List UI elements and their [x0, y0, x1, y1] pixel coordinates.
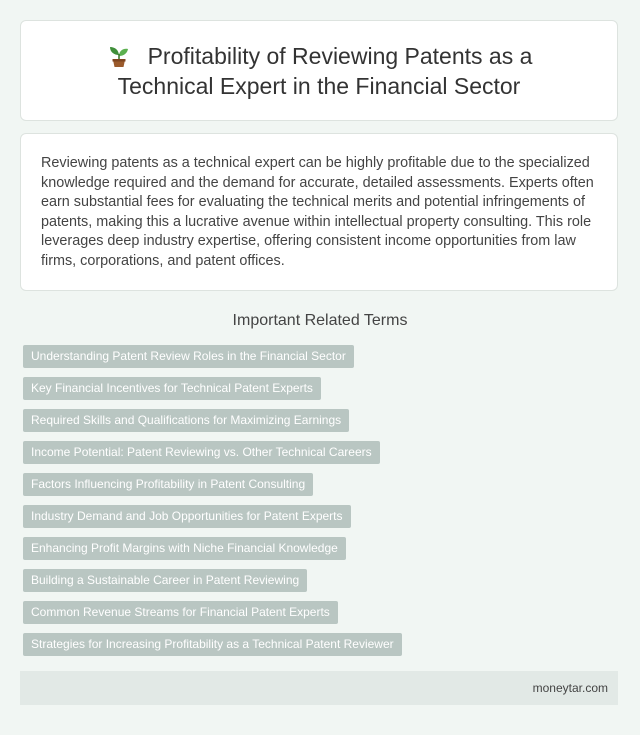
related-term-link[interactable]: Common Revenue Streams for Financial Patent Experts [23, 601, 338, 624]
related-terms-list [23, 345, 402, 656]
related-term-link[interactable]: Strategies for Increasing Profitability as a Technical Patent Reviewer [23, 633, 402, 656]
related-term-link[interactable]: Required Skills and Qualifications for Maximizing Earnings [23, 409, 349, 432]
description-text: Reviewing patents as a technical expert can be highly profitable due to the specialized knowledge required and the demand for accurate, detailed assessments. Experts often earn substantial fees for evaluating the technical merits and potential infringements of patents, making this a lucrative avenue within intellectual property consulting. This role leverages deep industry expertise, offering consistent income opportunities from law firms, corporations, and patent offices. [41, 155, 594, 269]
related-term-link[interactable]: Income Potential: Patent Reviewing vs. Other Technical Careers [23, 441, 380, 464]
footer-site-name: moneytar.com [532, 681, 608, 695]
page-title-text: Profitability of Reviewing Patents as a Technical Expert in the Financial Sector [117, 42, 533, 99]
title-card [20, 20, 618, 121]
related-term-link[interactable]: Industry Demand and Job Opportunities for Patent Experts [23, 505, 351, 528]
related-term-link[interactable]: Key Financial Incentives for Technical Patent Experts [23, 377, 321, 400]
sprout-icon [106, 42, 132, 68]
related-term-link[interactable]: Enhancing Profit Margins with Niche Financial Knowledge [23, 537, 346, 560]
related-term-link[interactable]: Understanding Patent Review Roles in the Financial Sector [23, 345, 354, 368]
related-term-link[interactable]: Building a Sustainable Career in Patent Reviewing [23, 569, 307, 592]
description-card [20, 133, 618, 291]
related-terms-heading: Important Related Terms [232, 312, 408, 329]
footer [20, 671, 618, 705]
page-title [79, 41, 559, 101]
related-term-link[interactable]: Factors Influencing Profitability in Patent Consulting [23, 473, 313, 496]
